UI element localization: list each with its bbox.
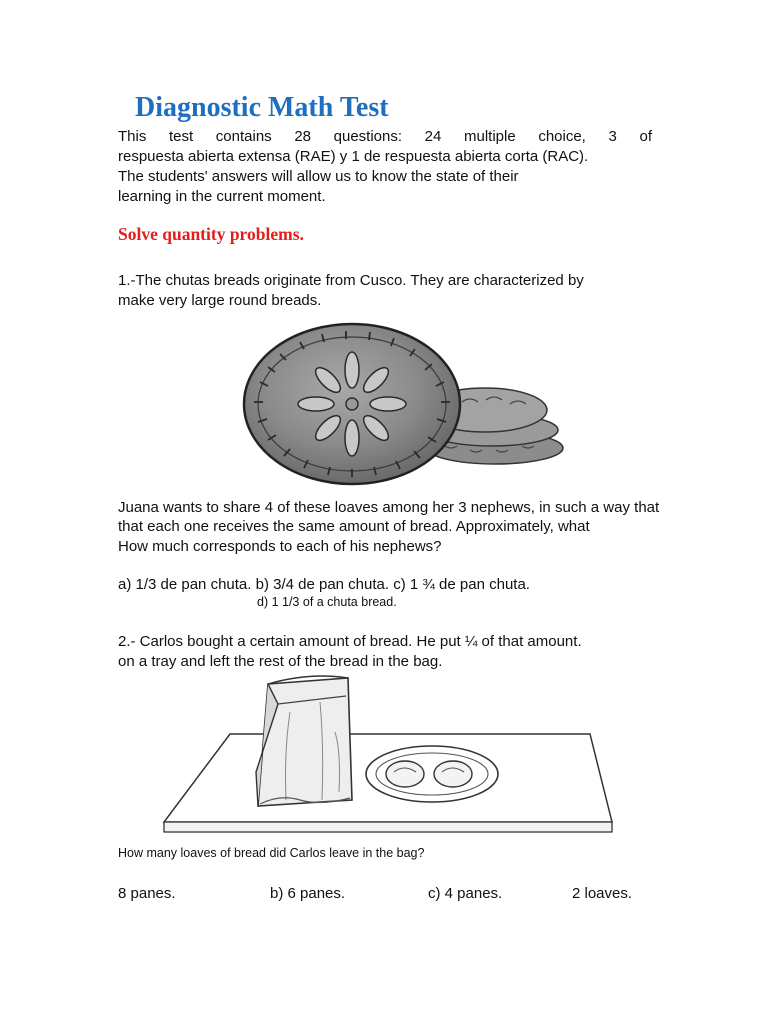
q1-prompt-line-2: make very large round breads.: [118, 292, 322, 309]
q2-option-a: 8 panes.: [118, 885, 176, 902]
intro-line-2: respuesta abierta extensa (RAE) y 1 de respuesta abierta corta (RAC).: [118, 148, 589, 165]
q1-options-line: a) 1/3 de pan chuta. b) 3/4 de pan chuta. c) 1 ¾ de pan chuta.: [118, 576, 530, 593]
q1-option-d: d) 1 1/3 of a chuta bread.: [257, 595, 397, 609]
q1-text-line-1: Juana wants to share 4 of these loaves among her 3 nephews, in such a way that: [118, 499, 660, 516]
q2-option-c: c) 4 panes.: [428, 885, 503, 902]
q1-prompt-line-1: 1.-The chutas breads originate from Cusco. They are characterized by: [118, 272, 584, 289]
intro-line-4: learning in the current moment.: [118, 188, 326, 205]
intro-line-3: The students' answers will allow us to know the state of their: [118, 168, 519, 185]
q2-option-b: b) 6 panes.: [270, 885, 346, 902]
intro-line-1: This test contains 28 questions: 24 multiple choice, 3 of: [118, 128, 652, 145]
q2-question: How many loaves of bread did Carlos leave in the bag?: [118, 846, 425, 860]
q1-text-line-2: that each one receives the same amount of bread. Approximately, what: [118, 518, 590, 535]
bag-and-tray-illustration: [160, 672, 620, 842]
q2-prompt-line-1: 2.- Carlos bought a certain amount of bread. He put ¼ of that amount.: [118, 633, 582, 650]
page-title: Diagnostic Math Test: [135, 92, 389, 123]
chuta-bread-illustration: [240, 322, 570, 490]
q2-prompt-line-2: on a tray and left the rest of the bread in the bag.: [118, 653, 443, 670]
q2-option-d: 2 loaves.: [572, 885, 633, 902]
q1-text-line-3: How much corresponds to each of his nephews?: [118, 538, 442, 555]
section-heading: Solve quantity problems.: [118, 224, 304, 244]
